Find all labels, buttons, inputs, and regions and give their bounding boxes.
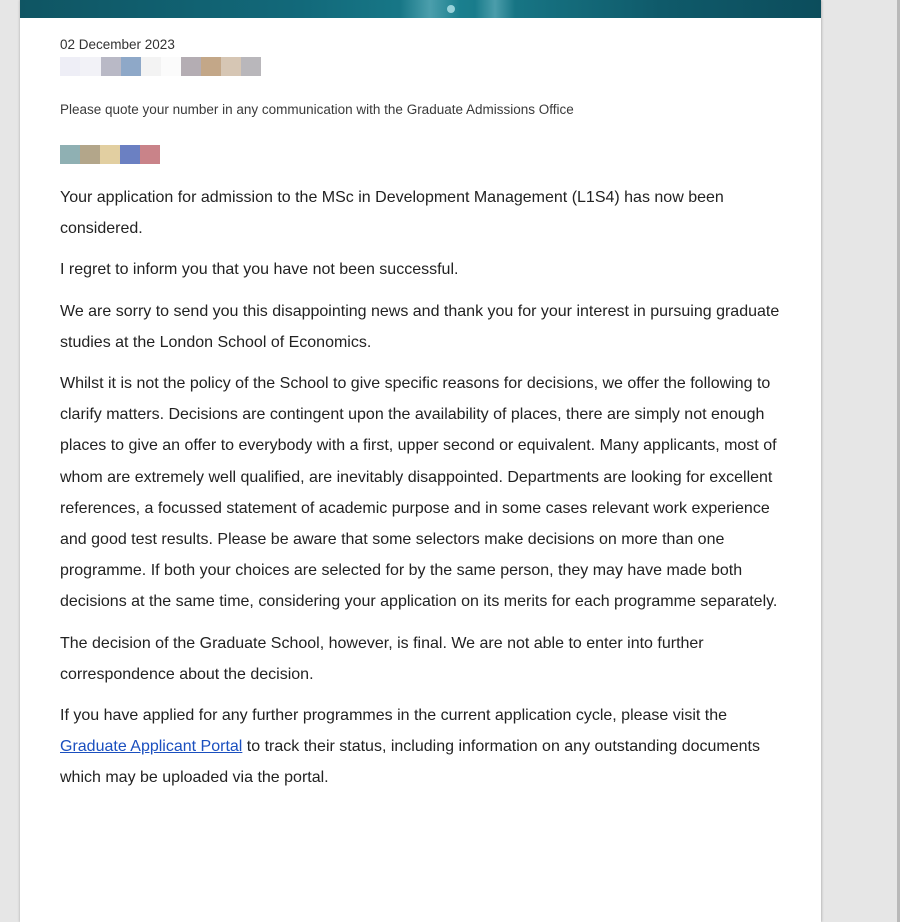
paragraph-sorry: We are sorry to send you this disappointing news and thank you for your interest in pursuing graduate studies at the London School of Economics. [60,302,780,351]
paragraph-not-successful: I regret to inform you that you have not been successful. [60,261,459,279]
redaction-block [80,145,100,164]
redaction-block [100,145,120,164]
banner-streak [475,0,515,18]
redaction-block [60,145,80,164]
letter-page [20,0,821,922]
redaction-block [80,57,101,76]
graduate-applicant-portal-link[interactable]: Graduate Applicant Portal [60,738,243,756]
quote-number-note: Please quote your number in any communication with the Graduate Admissions Office [60,102,574,117]
redaction-block [201,57,221,76]
redacted-reference [60,145,790,164]
letter-content [60,35,790,794]
redaction-block [181,57,201,76]
paragraph-further-programmes [60,700,790,794]
portal-text-after: to track their status, including information on any outstanding documents which may be uploaded via the portal. [60,738,760,787]
portal-text-before: If you have applied for any further programmes in the current application cycle, please visit the [60,707,728,725]
redaction-block [141,57,161,76]
banner-highlight [447,5,455,13]
paragraph-decision-final: The decision of the Graduate School, however, is final. We are not able to enter into further correspondence about the decision. [60,634,704,683]
redacted-applicant-number [60,57,790,77]
redaction-block [221,57,241,76]
letterhead-banner [20,0,821,18]
paragraph-reasons: Whilst it is not the policy of the School to give specific reasons for decisions, we offer the following to clarify matters. Decisions are contingent upon the availability of places, there are simply not enough places to give an offer to everybody with a first, upper second or equivalent. Many applicants, most of whom are extremely well qualified, are inevitably disappointed. Departments are looking for excellent references, a focussed statement of academic purpose and in some cases relevant work experience and good test results. Please be aware that some selectors make decisions on more than one programme. If both your choices are selected for by the same person, they may have made both decisions at the same time, considering your application on its merits for each programme separately. [60,375,778,611]
redaction-block [60,57,80,76]
redaction-block [121,57,141,76]
redaction-block [101,57,121,76]
paragraph-application-considered: Your application for admission to the MSc in Development Management (L1S4) has now been considered. [60,189,724,238]
redaction-block [140,145,160,164]
redaction-block [241,57,261,76]
redaction-block [161,57,181,76]
letter-date: 02 December 2023 [60,37,175,52]
redaction-block [120,145,140,164]
